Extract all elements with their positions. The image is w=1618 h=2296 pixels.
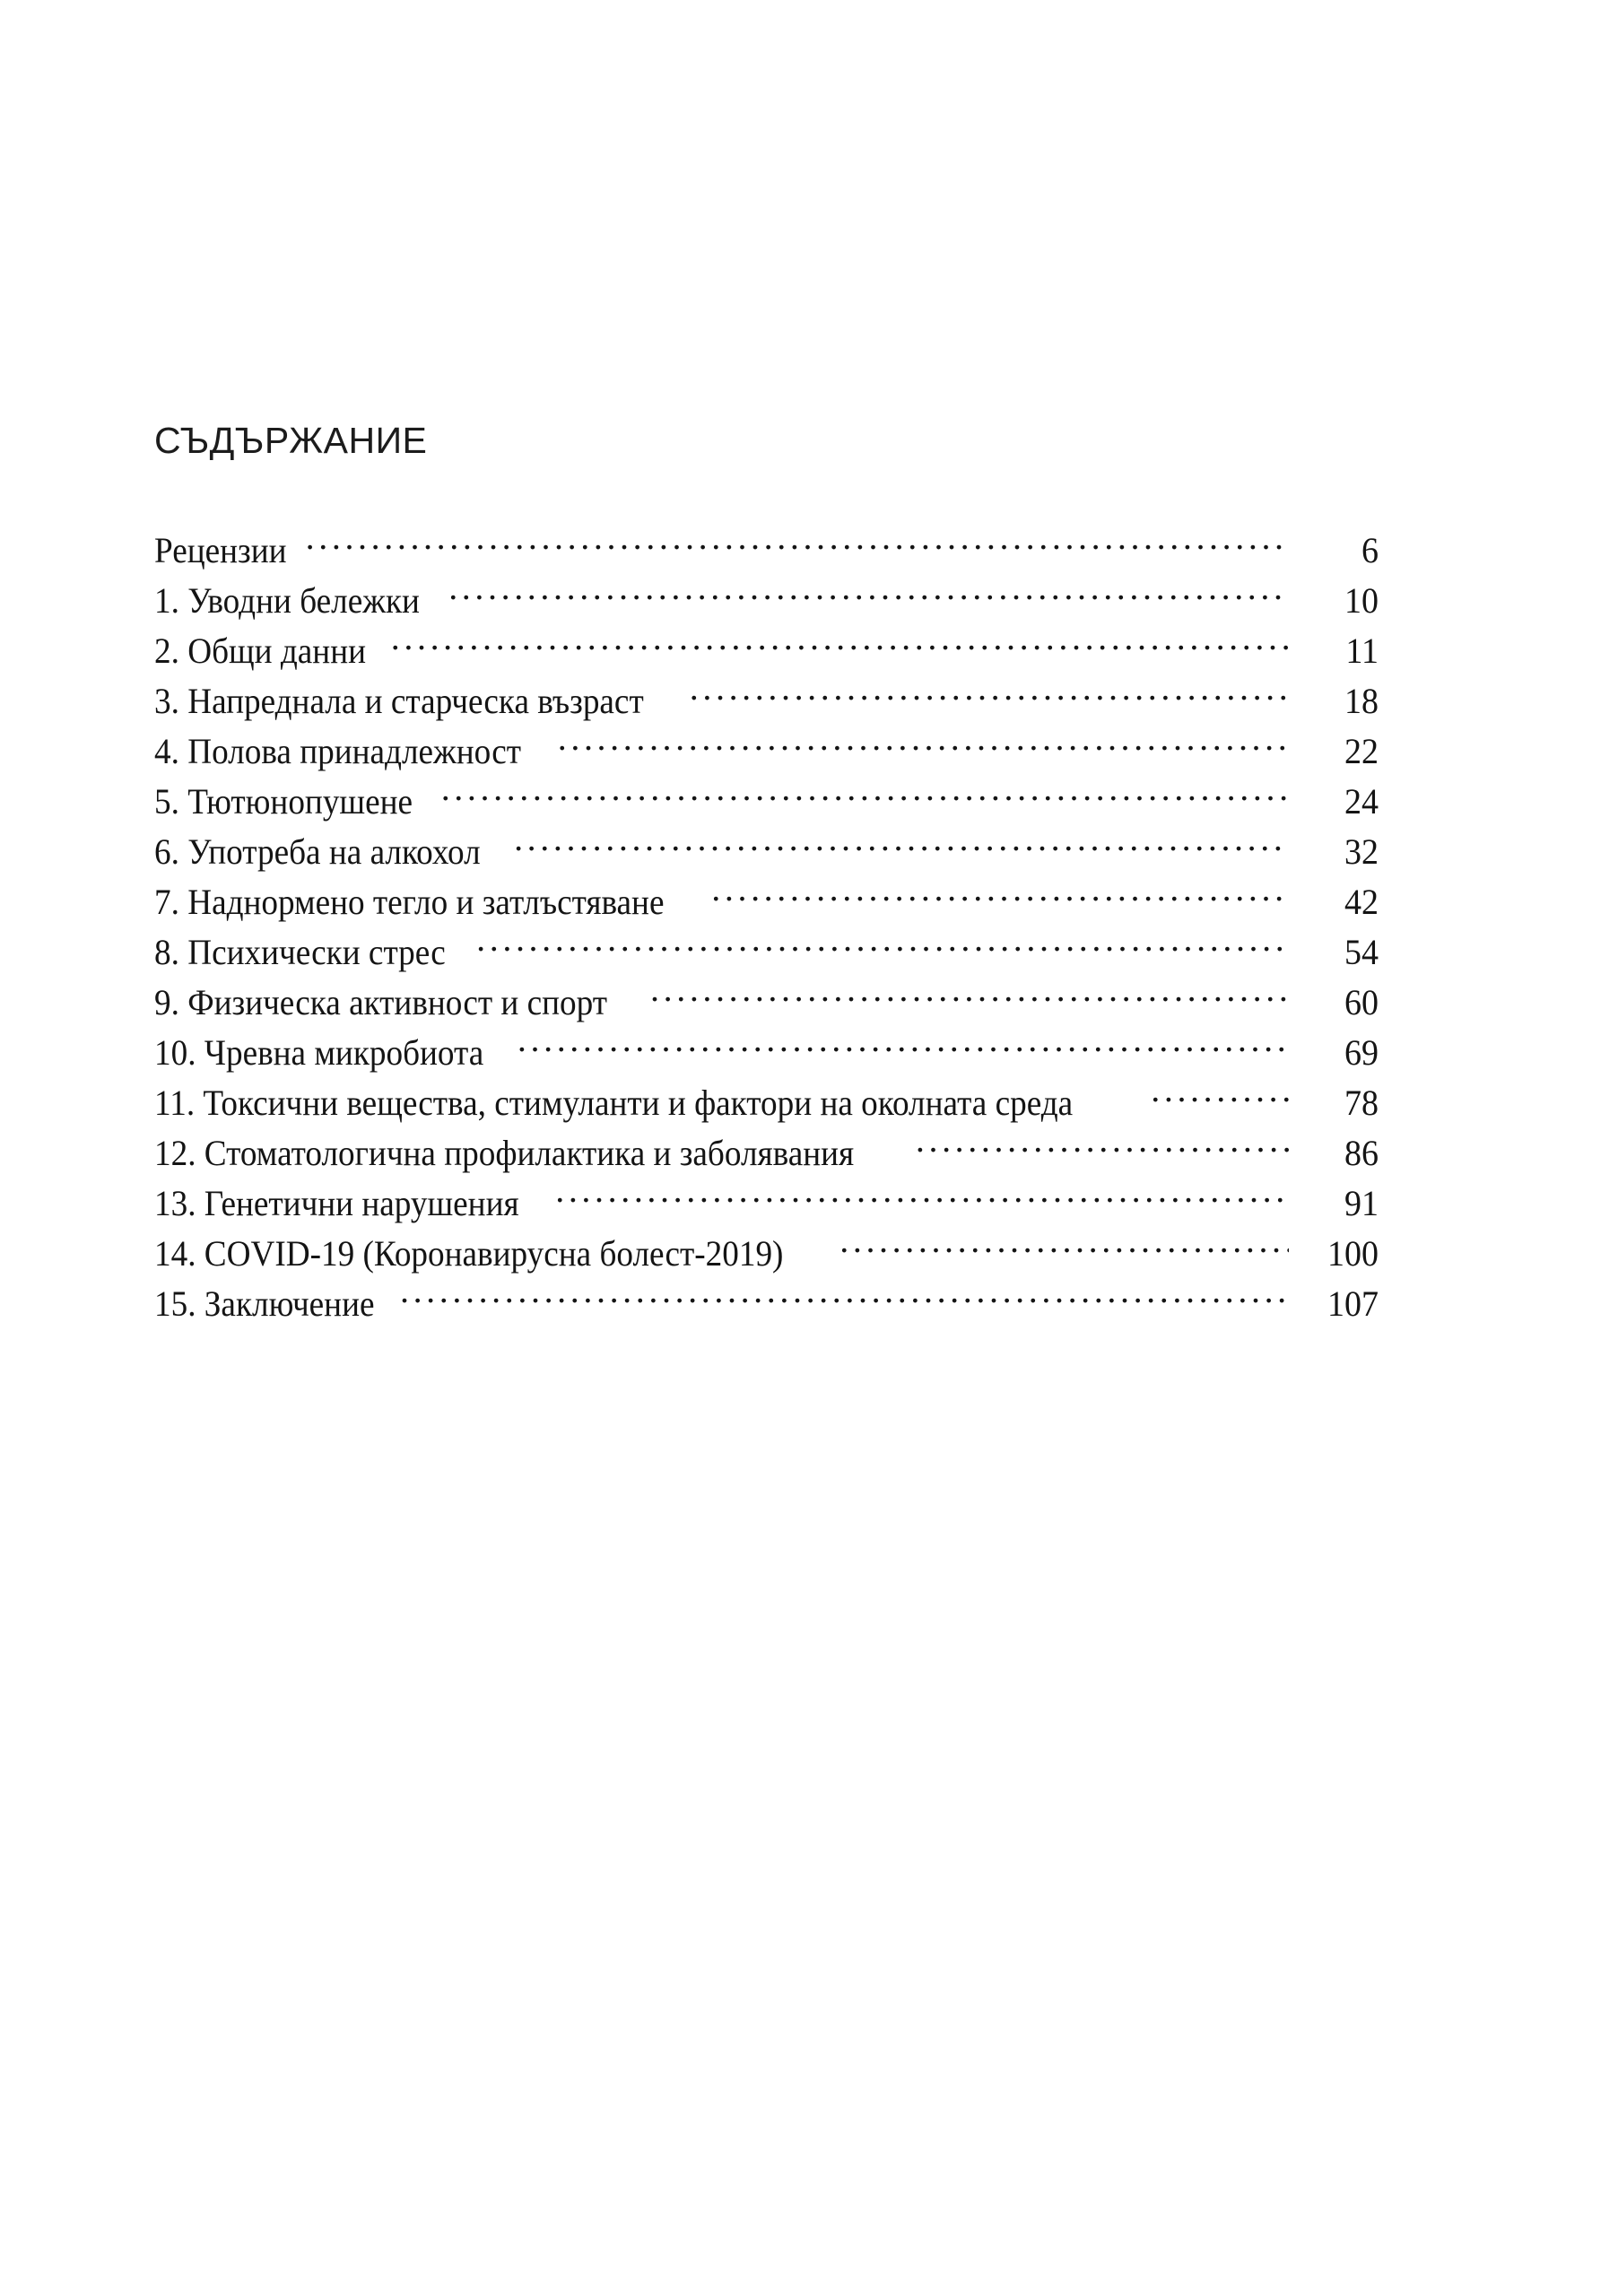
dot-leader (711, 864, 1289, 914)
toc-entry-label: 11. Токсични вещества, стимуланти и фактори на околната среда (154, 1083, 1074, 1124)
toc-entry-page-number: 69 (1344, 1032, 1379, 1074)
toc-entry-page-number: 107 (1327, 1283, 1379, 1325)
dot-leader (555, 1165, 1289, 1215)
toc-entry-page-number: 91 (1344, 1183, 1379, 1224)
dot-leader (448, 562, 1289, 613)
toc-entry-label: 8. Психически стрес (154, 932, 446, 973)
toc-entry-label: 13. Генетични нарушения (154, 1183, 519, 1224)
dot-leader (514, 813, 1289, 864)
dot-leader (476, 914, 1289, 964)
toc-entry-label: 7. Наднормено тегло и затлъстяване (154, 882, 665, 923)
dot-leader (400, 1265, 1289, 1316)
toc-entry-page-number: 42 (1344, 882, 1379, 923)
page-title: СЪДЪРЖАНИЕ (154, 420, 428, 461)
dot-leader (306, 512, 1289, 562)
dot-leader (391, 613, 1289, 663)
toc-entry-label: 14. COVID-19 (Коронавирусна болест-2019) (154, 1233, 784, 1274)
dot-leader (1151, 1065, 1289, 1115)
toc-entry-page-number: 32 (1344, 831, 1379, 873)
toc-entry-page-number: 86 (1344, 1133, 1379, 1174)
dot-leader (518, 1014, 1289, 1065)
dot-leader (916, 1115, 1289, 1165)
toc-entry-page-number: 54 (1344, 932, 1379, 973)
toc-entry-label: 12. Стоматологична профилактика и заболявания (154, 1133, 855, 1174)
toc-entry-page-number: 6 (1361, 530, 1379, 571)
toc-entry-label: 6. Употреба на алкохол (154, 831, 481, 873)
toc-entry-label: Рецензии (154, 530, 287, 571)
toc-entry-page-number: 78 (1344, 1083, 1379, 1124)
toc-entry-page-number: 10 (1344, 580, 1379, 622)
dot-leader (690, 663, 1289, 713)
toc-entry-page-number: 18 (1344, 681, 1379, 722)
toc-entry-label: 10. Чревна микробиота (154, 1032, 484, 1074)
dot-leader (650, 964, 1289, 1014)
toc-entry-page-number: 22 (1344, 731, 1379, 772)
toc-entry-label: 9. Физическа активност и спорт (154, 982, 608, 1023)
toc-entry-page-number: 60 (1344, 982, 1379, 1023)
toc-entry[interactable] (154, 562, 1379, 622)
toc-entry-page-number: 11 (1345, 631, 1379, 672)
toc-entry-page-number: 24 (1344, 781, 1379, 822)
toc-entry-label: 3. Напреднала и старческа възраст (154, 681, 644, 722)
toc-entry[interactable] (154, 512, 1379, 571)
toc-entry-label: 4. Полова принадлежност (154, 731, 521, 772)
dot-leader (441, 763, 1289, 813)
toc-entry-label: 2. Общи данни (154, 631, 367, 672)
dot-leader (839, 1215, 1289, 1265)
toc-entry-label: 5. Тютюнопушене (154, 781, 413, 822)
toc-entry-label: 1. Уводни бележки (154, 580, 420, 622)
table-of-contents (154, 420, 1379, 1325)
dot-leader (558, 713, 1289, 763)
toc-entry-label: 15. Заключение (154, 1283, 375, 1325)
toc-entry-page-number: 100 (1327, 1233, 1379, 1274)
toc-entry-list (154, 512, 1379, 1325)
